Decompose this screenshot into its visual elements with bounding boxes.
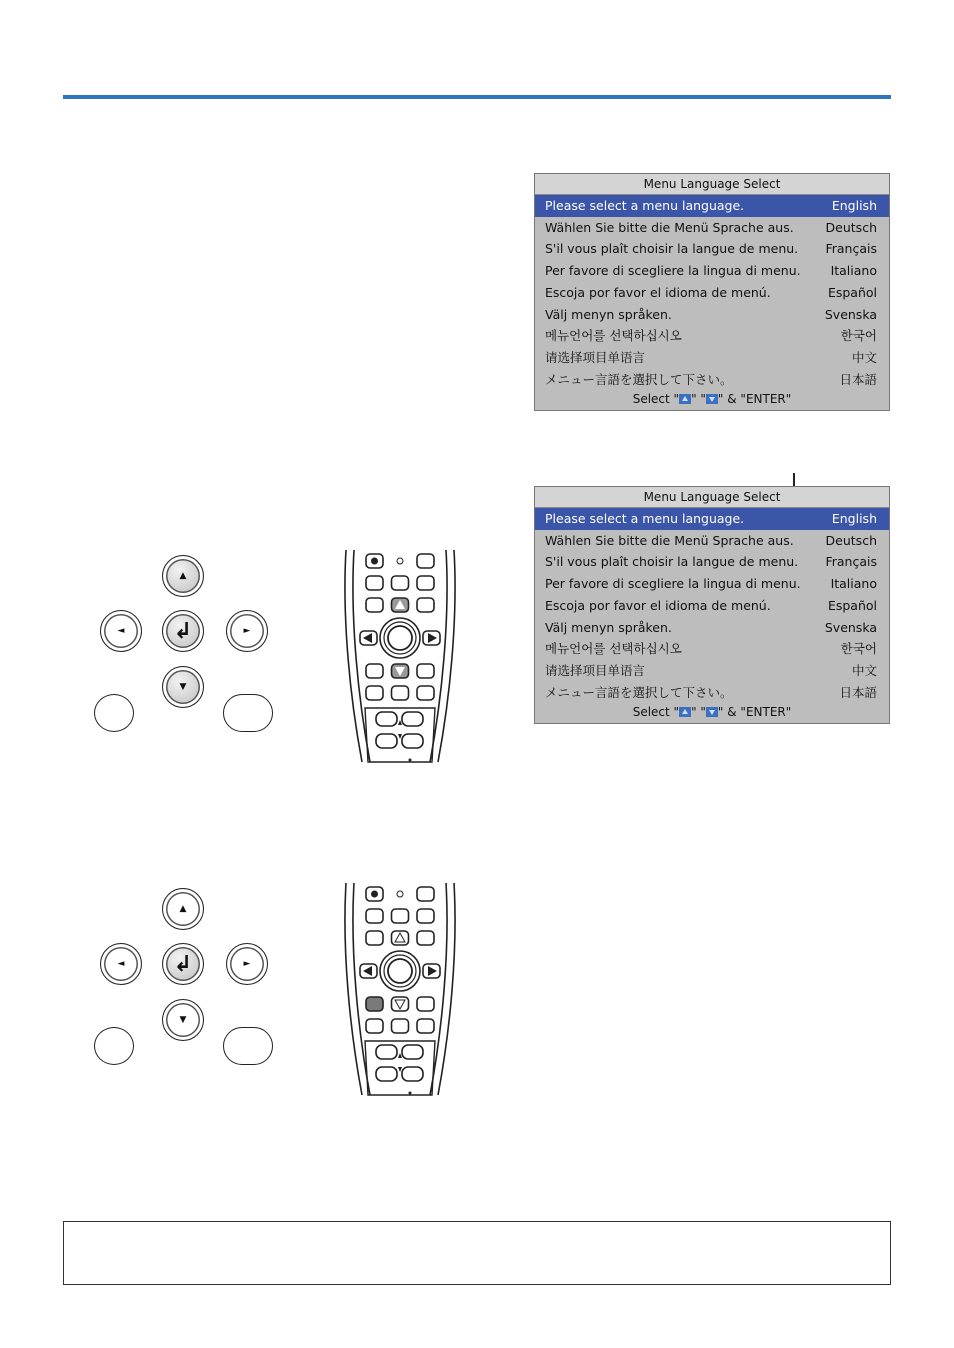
- menu-row-prompt: Escoja por favor el idioma de menú.: [545, 597, 771, 613]
- up-arrow-icon: ▲: [179, 904, 187, 914]
- up-button[interactable]: [162, 888, 204, 930]
- menu-title: Menu Language Select: [535, 174, 889, 195]
- menu-row-3[interactable]: [535, 551, 889, 573]
- menu-row-language: 日本語: [839, 684, 877, 700]
- remote-key[interactable]: [366, 1019, 383, 1033]
- down-arrow-icon: [706, 707, 718, 717]
- menu-row-prompt: メニュー言語を選択して下さい。: [545, 371, 733, 387]
- language-menu-2: [534, 486, 890, 724]
- right-button[interactable]: [226, 610, 268, 652]
- remote-outline-svg: [340, 881, 460, 1096]
- menu-row-prompt: Per favore di scegliere la lingua di menu.: [545, 576, 801, 592]
- remote-key[interactable]: [376, 1045, 397, 1059]
- menu-footer: Select " " " " & "ENTER": [632, 705, 792, 719]
- menu-row-7[interactable]: [535, 638, 889, 660]
- remote-key[interactable]: [392, 909, 409, 923]
- remote-key[interactable]: [402, 734, 423, 748]
- menu-row-language: 한국어: [840, 328, 877, 344]
- menu-row-language: Deutsch: [825, 219, 877, 235]
- menu-row-2[interactable]: [535, 530, 889, 552]
- remote-key[interactable]: [366, 686, 383, 700]
- menu-row-5[interactable]: [535, 282, 889, 304]
- menu-row-1[interactable]: [535, 195, 889, 217]
- menu-row-7[interactable]: [535, 325, 889, 347]
- left-arrow-icon: ◄: [117, 626, 125, 636]
- remote-outline-svg: [340, 548, 460, 763]
- small-down-icon: [398, 734, 402, 739]
- power-dot-icon: [371, 558, 378, 565]
- menu-row-prompt: Wählen Sie bitte die Menü Sprache aus.: [545, 219, 794, 235]
- cancel-button[interactable]: [223, 694, 273, 732]
- enter-button[interactable]: [162, 610, 204, 652]
- menu-row-language: Italiano: [830, 263, 877, 279]
- up-button[interactable]: [162, 555, 204, 597]
- remote-key[interactable]: [417, 909, 434, 923]
- menu-footer: Select " " " " & "ENTER": [632, 392, 792, 406]
- down-arrow-icon: ▼: [179, 682, 187, 692]
- menu-row-prompt: 메뉴언어를 선택하십시오: [545, 328, 682, 344]
- remote-key[interactable]: [402, 712, 423, 726]
- remote-key[interactable]: [376, 734, 397, 748]
- menu-row-prompt: 请选择项目单语言: [545, 349, 646, 365]
- indicator-light: [397, 558, 403, 564]
- menu-row-9[interactable]: [535, 369, 889, 391]
- remote-key[interactable]: [392, 1019, 409, 1033]
- remote-key[interactable]: [417, 1019, 434, 1033]
- menu-title: Menu Language Select: [535, 487, 889, 508]
- down-arrow-icon: [706, 394, 718, 404]
- menu-button[interactable]: [94, 1027, 134, 1065]
- menu-row-prompt: Wählen Sie bitte die Menü Sprache aus.: [545, 532, 794, 548]
- enter-button[interactable]: [162, 943, 204, 985]
- remote-key[interactable]: [417, 664, 434, 678]
- menu-row-prompt: メニュー言語を選択して下さい。: [545, 684, 733, 700]
- menu-row-language: Français: [825, 241, 877, 257]
- menu-row-8[interactable]: [535, 347, 889, 369]
- down-button[interactable]: [162, 666, 204, 708]
- remote-key[interactable]: [417, 997, 434, 1011]
- menu-row-language: 中文: [851, 349, 877, 365]
- down-arrow-icon: ▼: [179, 1015, 187, 1025]
- remote-key[interactable]: [402, 1067, 423, 1081]
- indicator-light: [397, 891, 403, 897]
- remote-key[interactable]: [417, 598, 434, 612]
- remote-control-1: [340, 548, 460, 763]
- menu-row-prompt: S'il vous plaît choisir la langue de menu.: [545, 554, 799, 570]
- menu-row-2[interactable]: [535, 217, 889, 239]
- remote-key[interactable]: [402, 1045, 423, 1059]
- up-arrow-icon: [679, 394, 691, 404]
- menu-row-language: Español: [827, 284, 877, 300]
- small-down-icon: [398, 1067, 402, 1072]
- down-button[interactable]: [162, 999, 204, 1041]
- enter-icon: ↲: [173, 618, 193, 644]
- power-dot-icon: [371, 891, 378, 898]
- up-arrow-icon: ▲: [179, 571, 187, 581]
- remote-dot: [409, 759, 412, 762]
- remote-control-2: [340, 881, 460, 1096]
- menu-row-prompt: 메뉴언어를 선택하십시오: [545, 641, 682, 657]
- left-arrow-icon: ◄: [117, 959, 125, 969]
- menu-row-9[interactable]: [535, 682, 889, 704]
- remote-dot: [409, 1092, 412, 1095]
- right-arrow-icon: ►: [243, 959, 251, 969]
- remote-key[interactable]: [392, 686, 409, 700]
- menu-row-language: English: [831, 511, 877, 526]
- menu-row-language: Deutsch: [825, 532, 877, 548]
- menu-row-prompt: Välj menyn språken.: [545, 306, 672, 322]
- note-box: [63, 1221, 891, 1285]
- menu-row-4[interactable]: [535, 260, 889, 282]
- remote-key[interactable]: [417, 554, 434, 568]
- menu-row-language: Svenska: [824, 619, 877, 635]
- menu-row-language: Svenska: [824, 306, 877, 322]
- remote-key[interactable]: [366, 664, 383, 678]
- remote-key[interactable]: [417, 686, 434, 700]
- projector-control-pad-1: [94, 553, 294, 743]
- header-rule: [63, 95, 891, 99]
- enter-icon: ↲: [173, 951, 193, 977]
- remote-key[interactable]: [366, 931, 383, 945]
- menu-row-language: Español: [827, 597, 877, 613]
- menu-button[interactable]: [94, 694, 134, 732]
- menu-row-language: Français: [825, 554, 877, 570]
- menu-row-1[interactable]: [535, 508, 889, 530]
- left-button[interactable]: [100, 943, 142, 985]
- remote-key[interactable]: [376, 712, 397, 726]
- remote-key[interactable]: [366, 997, 383, 1011]
- menu-row-language: 日本語: [839, 371, 877, 387]
- remote-key[interactable]: [366, 909, 383, 923]
- menu-row-language: 中文: [851, 662, 877, 678]
- projector-control-pad-2: [94, 886, 294, 1076]
- remote-key[interactable]: [392, 576, 409, 590]
- remote-enter-button[interactable]: [388, 959, 412, 983]
- menu-row-language: English: [831, 198, 877, 213]
- remote-key[interactable]: [376, 1067, 397, 1081]
- remote-key[interactable]: [366, 576, 383, 590]
- right-arrow-icon: ►: [243, 626, 251, 636]
- menu-row-language: Italiano: [830, 576, 877, 592]
- right-button[interactable]: [226, 943, 268, 985]
- menu-row-prompt: Escoja por favor el idioma de menú.: [545, 284, 771, 300]
- menu-row-6[interactable]: [535, 304, 889, 326]
- menu-row-language: 한국어: [840, 641, 877, 657]
- up-arrow-icon: [679, 707, 691, 717]
- left-button[interactable]: [100, 610, 142, 652]
- menu-row-3[interactable]: [535, 238, 889, 260]
- menu-row-5[interactable]: [535, 595, 889, 617]
- remote-enter-button[interactable]: [388, 626, 412, 650]
- menu-row-6[interactable]: [535, 617, 889, 639]
- cancel-button[interactable]: [223, 1027, 273, 1065]
- menu-row-8[interactable]: [535, 660, 889, 682]
- remote-key[interactable]: [417, 887, 434, 901]
- remote-key[interactable]: [417, 576, 434, 590]
- menu-row-prompt: S'il vous plaît choisir la langue de menu.: [545, 241, 799, 257]
- language-menu-1: [534, 173, 890, 411]
- menu-row-prompt: Please select a menu language.: [545, 511, 745, 526]
- menu-row-prompt: Välj menyn språken.: [545, 619, 672, 635]
- remote-key[interactable]: [417, 931, 434, 945]
- menu-row-prompt: Please select a menu language.: [545, 198, 745, 213]
- menu-row-4[interactable]: [535, 573, 889, 595]
- menu-row-prompt: Per favore di scegliere la lingua di menu.: [545, 263, 801, 279]
- remote-key[interactable]: [366, 598, 383, 612]
- menu-row-prompt: 请选择项目单语言: [545, 662, 646, 678]
